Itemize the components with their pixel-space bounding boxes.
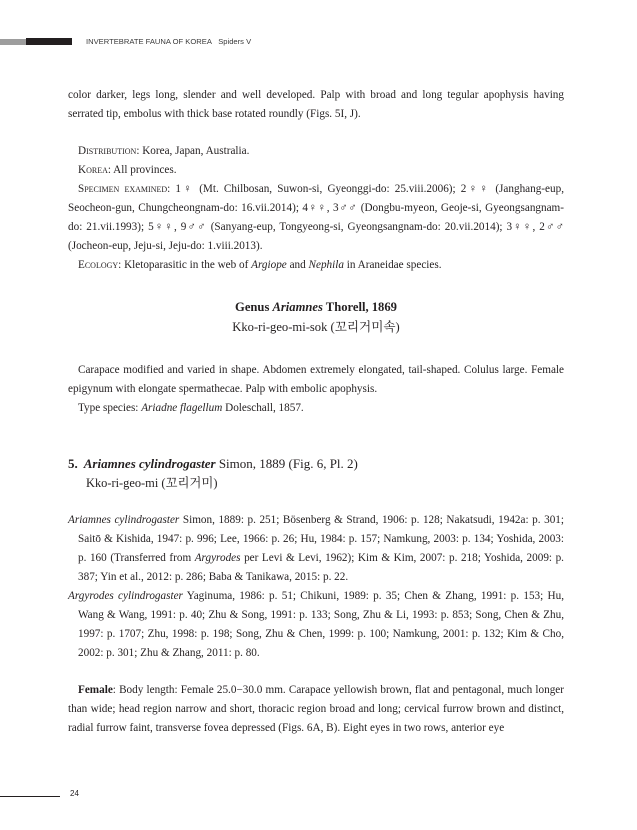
species-name: Ariamnes cylindrogaster [83, 456, 216, 471]
ecology-paragraph [68, 256, 564, 275]
synonym-name: Argyrodes cylindrogaster [68, 590, 183, 602]
ecology-text-3: in Araneidae species. [343, 259, 442, 271]
running-title: INVERTEBRATE FAUNA OF KOREA [86, 37, 212, 46]
ecology-text-1: : Kletoparasitic in the web of [118, 259, 252, 271]
species-heading [68, 454, 564, 474]
genus-heading [68, 297, 564, 337]
genus-author: Thorell, 1869 [322, 300, 397, 314]
page-number: 24 [70, 789, 79, 798]
female-paragraph [68, 681, 564, 738]
synonym-text-1: Yaginuma, 1986: p. 51; Chikuni, 1989: p. 35; Chen & Zhang, 1991: p. 153; Hu, Wang & Wang, 1991: p. 40; Zhu & Song, 1991: p. 133; Song, Zhu & Li, 1993: p. 853; Song, Chen & Zhu, 1997: p. 1707; Zhu, 1998: p. 198; Song, Zhu & Chen, 1999: p. 100; Namkung, 2001: p. 132; Kim & Cho, 2002: p. 301; Zhu & Zhang, 2011: p. 80. [78, 590, 564, 659]
distribution-text: : Korea, Japan, Australia. [136, 145, 250, 157]
genus-prefix: Genus [235, 300, 273, 314]
genus-title [68, 297, 564, 317]
female-text: : Body length: Female 25.0−30.0 mm. Carapace yellowish brown, flat and pentagonal, much longer than wide; head region narrow and short, thoracic region broad and long; cervical furrow brown and distinct, radial furrow faint, transverse fovea depressed (Figs. 6A, B). Eight eyes in two rows, anterior eye [68, 684, 564, 734]
synonymy-entry [68, 511, 564, 587]
female-label: Female [78, 684, 113, 696]
ecology-label: Ecology [78, 259, 119, 271]
type-species-paragraph [68, 399, 564, 418]
synonym-name: Ariamnes cylindrogaster [68, 514, 180, 526]
distribution-label: Distribution [78, 145, 137, 157]
species-number: 5. [68, 456, 78, 471]
header-text [86, 37, 251, 46]
species-author: Simon, 1889 (Fig. 6, Pl. 2) [215, 456, 358, 471]
synonym-text-1: Simon, 1889: p. 251; Bösenberg & Strand, 1906: p. 128; Nakatsudi, 1942a: p. 301; Saitō & Kishida, 1947: p. 996; Lee, 1966: p. 26; Hu, 1984: p. 157; Namkung, 2003: p. 134; Yoshida, 2003: p. 160 (Transferred from [78, 514, 564, 564]
ecology-text-2: and [286, 259, 309, 271]
ecology-genus-2: Nephila [308, 259, 344, 271]
distribution-paragraph [68, 142, 564, 161]
ecology-genus-1: Argiope [251, 259, 287, 271]
genus-name: Ariamnes [272, 300, 323, 314]
page-body [68, 86, 564, 738]
korea-label: Korea [78, 164, 108, 176]
korea-text: : All provinces. [107, 164, 177, 176]
synonymy-entry [68, 587, 564, 663]
species-korean-name: Kko-ri-geo-mi (꼬리거미) [86, 476, 218, 490]
type-species-name: Ariadne flagellum [141, 402, 223, 414]
specimens-paragraph [68, 180, 564, 256]
footer-rule [0, 796, 60, 797]
type-species-label: Type species: [78, 402, 142, 414]
header-bar-grey [0, 39, 26, 45]
specimens-text: : 1♀ (Mt. Chilbosan, Suwon-si, Gyeonggi-do: 25.viii.2006); 2♀♀ (Janghang-eup, Seocheon-gun, Chungcheongnam-do: 16.vii.2014); 4♀♀, 3♂♂ (Dongbu-myeon, Geoje-si, Gyeongsangnam-do: 21.vii.1993); 5♀♀, 9♂♂ (Sanyang-eup, Tongyeong-si, Gyeongsangnam-do: 20.vii.2014); 3♀♀, 2♂♂ (Jocheon-eup, Jeju-si, Jeju-do: 1.viii.2013). [68, 183, 564, 252]
continuation-paragraph: color darker, legs long, slender and well developed. Palp with broad and long tegular apophysis having serrated tip, embolus with thick base rotated roundly (Figs. 5I, J). [68, 89, 564, 120]
korea-paragraph [68, 161, 564, 180]
synonym-text-2: per Levi & Levi, 1962); Kim & Kim, 2007: p. 218; Yoshida, 2009: p. 387; Yin et al., 2012: p. 286; Baba & Tanikawa, 2015: p. 22. [78, 552, 564, 583]
specimens-label: Specimen examined [78, 183, 168, 195]
genus-description: Carapace modified and varied in shape. Abdomen extremely elongated, tail-shaped. Colulus large. Female epigynum with elongate spermathecae. Palp with embolic apophysis. [68, 364, 564, 395]
volume-label: Spiders V [218, 37, 252, 46]
synonym-italic: Argyrodes [194, 552, 241, 564]
type-species-author: Doleschall, 1857. [222, 402, 304, 414]
running-header [0, 38, 637, 48]
genus-korean-name: Kko-ri-geo-mi-sok (꼬리거미속) [232, 320, 400, 334]
header-bar-black [26, 38, 72, 45]
